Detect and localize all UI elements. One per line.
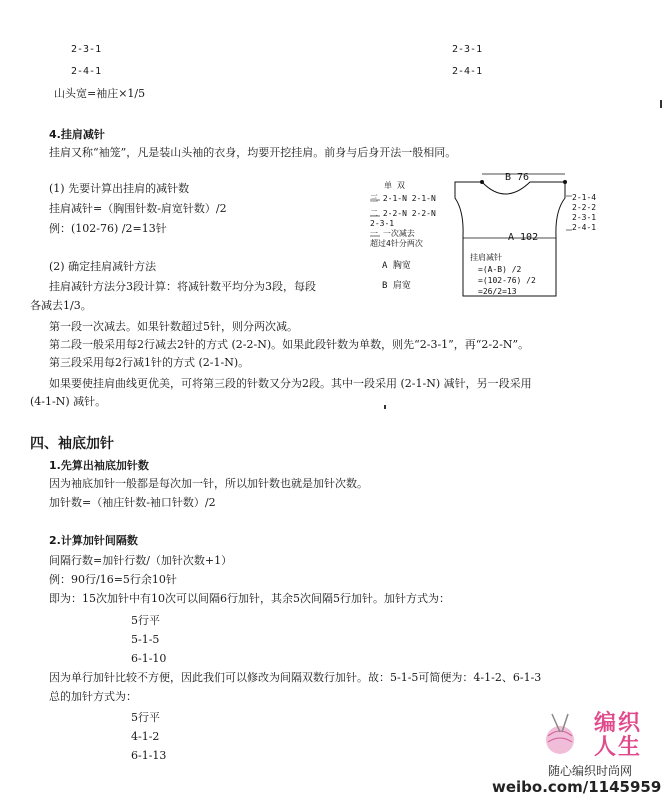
sub-2-line-3: 即为：15次加针中有10次可以间隔6行加针，其余5次间隔5行加针。加针方式为： bbox=[49, 592, 450, 605]
diagram-left-header: 单 双 bbox=[384, 181, 405, 190]
method-2-line-2: 4-1-2 bbox=[131, 730, 160, 743]
method-2-line-1: 5行平 bbox=[131, 711, 160, 724]
top-left-line-2: 2-4-1 bbox=[71, 66, 102, 77]
sub-2-line-1: 间隔行数=加针行数/（加针次数+1） bbox=[49, 554, 233, 567]
paragraph-4a: 如果要使挂肩曲线更优美，可将第三段的针数又分为2段。其中一段采用 (2-1-N) 减针，另一段采用 bbox=[49, 377, 532, 390]
top-left-line-1: 2-3-1 bbox=[71, 44, 102, 55]
diagram-formula-line-1: =(A-B) /2 bbox=[478, 265, 522, 274]
armhole-diagram-drawing bbox=[360, 166, 620, 336]
sub-2-heading: 2.计算加针间隔数 bbox=[49, 534, 138, 547]
diagram-formula-line-2: =(102-76) /2 bbox=[478, 276, 536, 285]
diagram-right-row-3: 2-3-1 bbox=[572, 213, 597, 222]
section-4-intro: 挂肩又称“袖笼”，凡是装山头袖的衣身，均要开挖挂肩。前身与后身开法一般相同。 bbox=[49, 146, 457, 159]
paragraph-1: 第一段一次减去。如果针数超过5针，则分两次减。 bbox=[49, 320, 298, 333]
brand-logo-text: 编织人生 bbox=[594, 711, 643, 760]
diagram-left-row-1: 三 2-1-N 2-1-N bbox=[370, 194, 436, 203]
overlay-caption: 随心编织时尚网 bbox=[548, 764, 633, 778]
diagram-top-label: B 76 bbox=[505, 172, 530, 183]
step-2-title: (2) 确定挂肩减针方法 bbox=[49, 260, 157, 273]
step-2-line-2: 各减去1/3。 bbox=[30, 299, 92, 312]
method-1-line-3: 6-1-10 bbox=[131, 652, 167, 665]
top-right-line-1: 2-3-1 bbox=[452, 44, 483, 55]
diagram-right-row-2: 2-2-2 bbox=[572, 203, 597, 212]
diagram-left-row-3: 2-3-1 bbox=[370, 219, 395, 228]
top-formula: 山头宽=袖庄×1/5 bbox=[54, 87, 146, 100]
margin-mark bbox=[660, 100, 662, 108]
paragraph-2: 第二段一般采用每2行减去2针的方式 (2-2-N)。如果此段针数为单数，则先“2-3-1”，再“2-2-N”。 bbox=[49, 338, 530, 351]
method-2-line-3: 6-1-13 bbox=[131, 749, 167, 762]
diagram-left-row-5: 超过4针分两次 bbox=[370, 239, 423, 248]
sub-1-heading: 1.先算出袖底加针数 bbox=[49, 459, 149, 472]
dot-mark bbox=[384, 405, 386, 409]
step-1-example: 例：(102-76) /2=13针 bbox=[49, 222, 167, 235]
diagram-formula-line-3: =26/2=13 bbox=[478, 287, 517, 296]
step-1-title: (1) 先要计算出挂肩的减针数 bbox=[49, 182, 190, 195]
sub-2-line-2: 例：90行/16=5行余10针 bbox=[49, 573, 177, 586]
weibo-url: weibo.com/1145959 bbox=[492, 778, 662, 796]
diagram-legend-b: B 肩宽 bbox=[382, 281, 411, 291]
top-right-line-2: 2-4-1 bbox=[452, 66, 483, 77]
sub-2-line-4: 因为单行加针比较不方便，因此我们可以修改为间隔双数行加针。故：5-1-5可简便为：4-1-2、6-1-3 bbox=[49, 671, 542, 684]
yarn-ball-icon bbox=[540, 712, 580, 757]
section-si-heading: 四、袖底加针 bbox=[30, 436, 114, 452]
armhole-diagram bbox=[360, 166, 620, 336]
method-1-line-2: 5-1-5 bbox=[131, 633, 160, 646]
diagram-right-row-1: 2-1-4 bbox=[572, 193, 597, 202]
sub-1-line-1: 因为袖底加针一般都是每次加一针，所以加针数也就是加针次数。 bbox=[49, 477, 368, 490]
diagram-left-row-4: 一 一次减去 bbox=[370, 229, 415, 238]
sub-1-line-2: 加针数=（袖庄针数-袖口针数）/2 bbox=[49, 496, 216, 509]
step-2-line-1: 挂肩减针方法分3段计算：将减针数平均分为3段，每段 bbox=[49, 280, 316, 293]
diagram-legend-a: A 胸宽 bbox=[382, 261, 411, 271]
section-4-heading: 4.挂肩减针 bbox=[49, 128, 105, 141]
paragraph-4b: (4-1-N) 减针。 bbox=[30, 395, 107, 408]
diagram-mid-label: A 102 bbox=[508, 232, 539, 243]
diagram-right-row-4: 2-4-1 bbox=[572, 223, 597, 232]
paragraph-3: 第三段采用每2行减1针的方式 (2-1-N)。 bbox=[49, 356, 250, 369]
diagram-left-row-2: 二 2-2-N 2-2-N bbox=[370, 209, 436, 218]
diagram-formula-title: 挂肩减针 bbox=[470, 253, 502, 262]
sub-2-line-5: 总的加针方式为： bbox=[49, 690, 137, 703]
step-1-formula: 挂肩减针=（胸围针数-肩宽针数）/2 bbox=[49, 202, 227, 215]
method-1-line-1: 5行平 bbox=[131, 614, 160, 627]
